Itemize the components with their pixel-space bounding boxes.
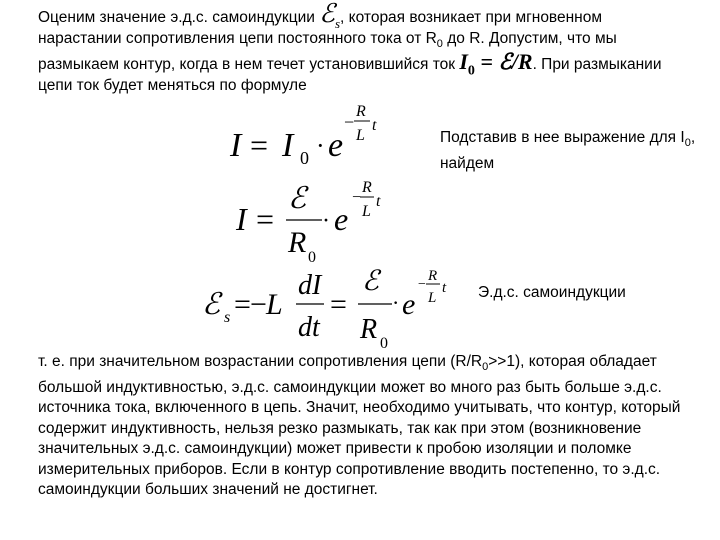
formula-current-decay	[228, 100, 388, 170]
f3-frac1-den: dt	[298, 312, 320, 343]
f2-dot: ·	[322, 208, 330, 234]
intro-text-3: до R. Допустим, что мы размыкаем контур, когда в нем течет установившийся ток	[38, 30, 617, 73]
f1-i0-sub: 0	[300, 148, 309, 168]
f2-num: ℰ	[288, 182, 307, 215]
f3-lhs: ℰ	[202, 288, 221, 321]
r0-subscript: 0	[436, 38, 443, 51]
intro-text-1: Оценим значение э.д.с. самоиндукции	[38, 9, 315, 26]
f3-exp-num: R	[428, 268, 438, 284]
f1-dot: ·	[316, 131, 325, 160]
note-substitute: Подставив в нее выражение для $I_0$, найдем	[440, 129, 696, 172]
f2-den-sub: 0	[308, 249, 316, 266]
f3-eq2: =	[330, 288, 347, 321]
f3-e: e	[402, 288, 416, 321]
f3-eq1: =	[234, 288, 251, 321]
f1-minus: −	[344, 112, 355, 132]
f3-L: L	[266, 288, 283, 321]
f3-lhs-sub: s	[224, 309, 231, 326]
f2-e: e	[334, 201, 349, 237]
intro-text-2: , которая возникает при мгновенном нарастании сопротивления цепи постоянного тока от R	[38, 9, 603, 48]
f2-exp-t: t	[376, 193, 381, 210]
f2-exp-num: R	[362, 179, 372, 196]
f3-exp-minus: −	[418, 277, 426, 292]
f1-exp-den: L	[356, 127, 365, 144]
f3-frac2-den-sub: 0	[380, 335, 388, 352]
formula-current-substituted	[232, 176, 392, 268]
f2-den: R	[288, 226, 307, 259]
f3-dot: ·	[392, 290, 400, 315]
f1-lhs: I	[230, 127, 242, 164]
f1-exp-num: R	[356, 103, 366, 120]
f3-minus: −	[250, 288, 267, 321]
outro-text-2: >>1), которая обладает большой индуктивностью, э.д.с. самоиндукции может во много раз быть больше э.д.с. источника тока, включенного в цепь. Значит, необходимо учитывать, что контур, который содержит индуктивность, нельзя резко размыкать, так как при этом (возникновение значительных э.д.с. самоиндукции) может привести к пробою изоляции и поломке измерительных приборов. Если в контур сопротивление вводить постепенно, то э.д.с. самоиндукции больших значений не достигнет.	[38, 353, 681, 499]
f3-frac2-num: ℰ	[362, 266, 379, 297]
f1-eq: =	[250, 127, 269, 163]
f1-e: e	[328, 127, 344, 164]
outro-text-1: т. е. при значительном возрастании сопротивления цепи (R/R	[38, 353, 483, 370]
note-emf: Э.д.с. самоиндукции	[478, 284, 626, 301]
f3-exp-den: L	[428, 290, 437, 306]
f2-minus: −	[352, 189, 362, 206]
f2-exp-den: L	[362, 203, 371, 220]
i0-formula: $I_0$ = ℰ/R	[459, 48, 533, 79]
f3-exp-t: t	[442, 280, 447, 296]
outro-r0-sub: 0	[482, 361, 489, 374]
f1-i0: I	[282, 127, 294, 164]
f3-frac1-num: dI	[298, 270, 322, 301]
f3-frac2-den: R	[360, 314, 378, 345]
intro-text-4: . При размыкании цепи ток будет меняться по формуле	[38, 55, 662, 95]
f2-eq: =	[256, 201, 275, 237]
emf-symbol: ℰ$_s$	[319, 0, 341, 32]
intro-paragraph	[38, 0, 688, 97]
f2-lhs: I	[236, 201, 247, 237]
formula-self-induction-emf	[200, 262, 460, 354]
conclusion-paragraph	[38, 352, 688, 501]
f1-exp-t: t	[372, 117, 377, 134]
